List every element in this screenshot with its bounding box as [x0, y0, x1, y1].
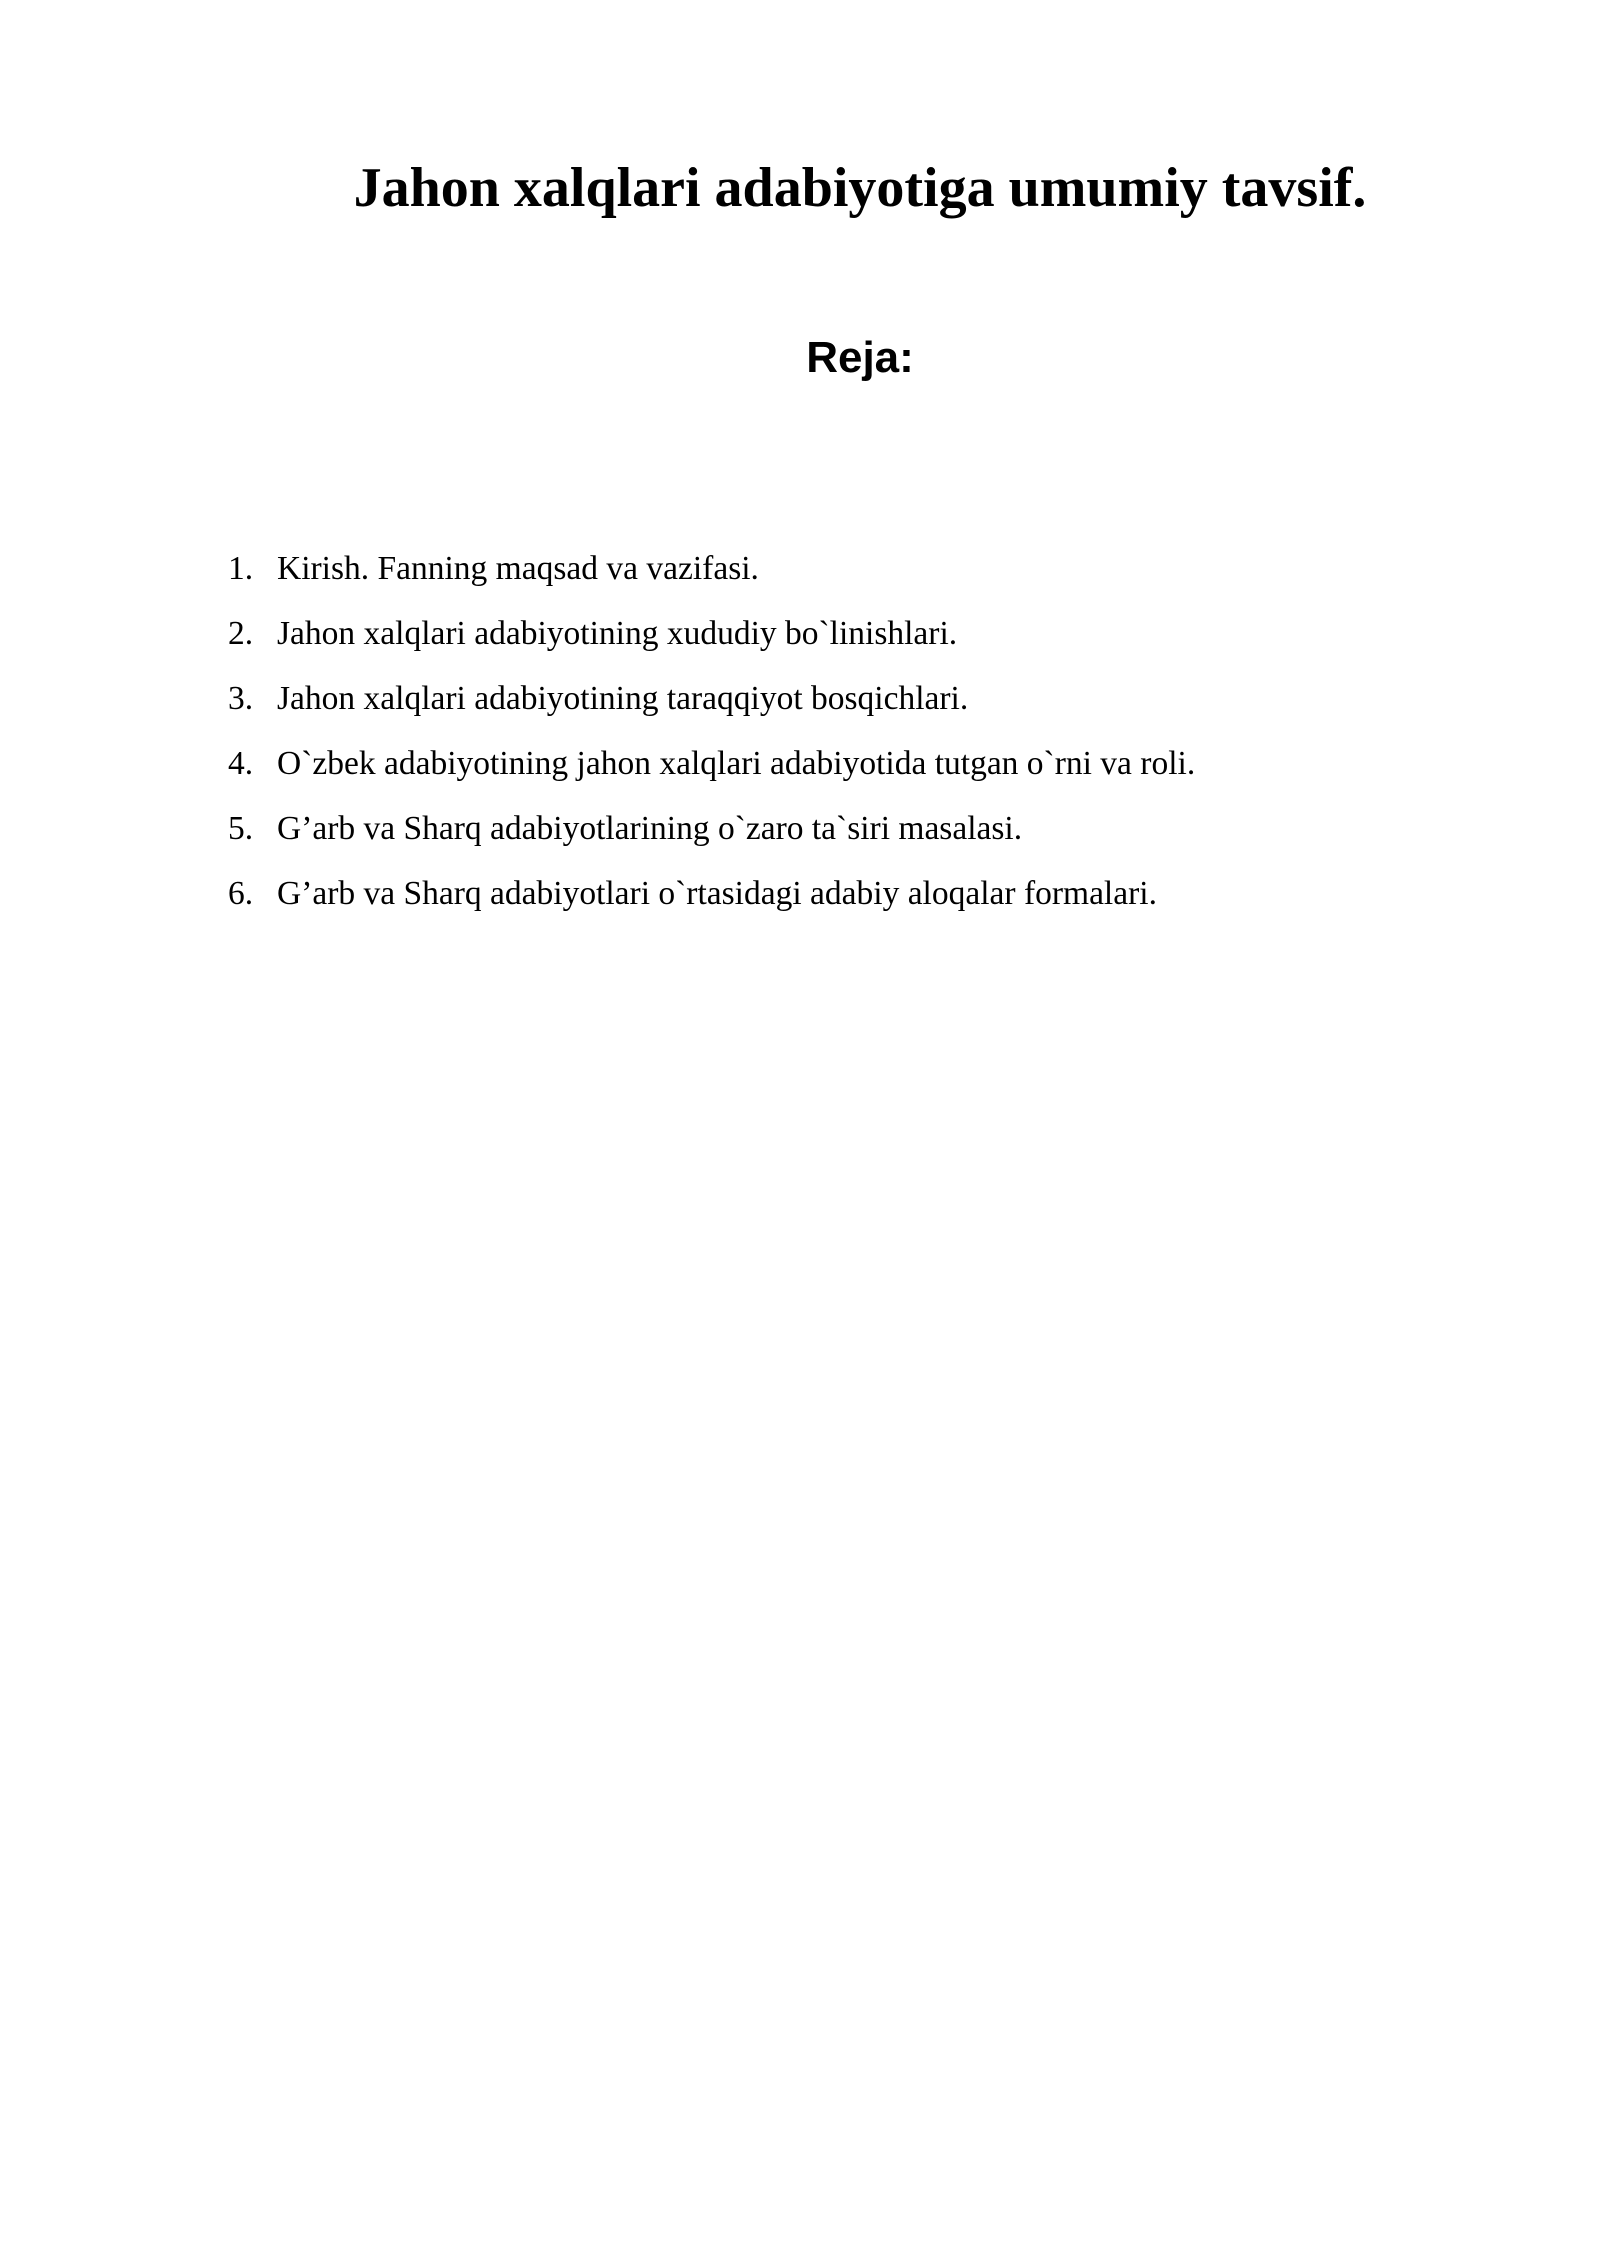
- plan-item-6: [0, 861, 1600, 926]
- plan-item-text: O`zbek adabiyotining jahon xalqlari adabiyotida tutgan o`rni va roli.: [277, 745, 1196, 782]
- plan-item-3: [0, 666, 1600, 731]
- plan-item-text: Jahon xalqlari adabiyotining taraqqiyot bosqichlari.: [277, 680, 969, 717]
- plan-item-4: [0, 731, 1600, 796]
- plan-item-number: 1.: [228, 550, 254, 587]
- page-title: Jahon xalqlari adabiyotiga umumiy tavsif.: [353, 157, 1367, 219]
- plan-item-number: 4.: [228, 745, 254, 782]
- plan-item-2: [0, 601, 1600, 666]
- plan-item-number: 6.: [228, 875, 254, 912]
- plan-heading: Reja:: [806, 333, 914, 382]
- plan-item-number: 5.: [228, 810, 254, 847]
- plan-item-number: 3.: [228, 680, 254, 717]
- plan-item-text: Jahon xalqlari adabiyotining xududiy bo`linishlari.: [277, 615, 958, 652]
- plan-list: [0, 536, 1600, 926]
- plan-item-text: G’arb va Sharq adabiyotlari o`rtasidagi adabiy aloqalar formalari.: [277, 875, 1157, 912]
- plan-item-text: G’arb va Sharq adabiyotlarining o`zaro ta`siri masalasi.: [277, 810, 1023, 847]
- plan-item-text: Kirish. Fanning maqsad va vazifasi.: [277, 550, 759, 587]
- plan-item-5: [0, 796, 1600, 861]
- plan-item-1: [0, 536, 1600, 601]
- plan-item-number: 2.: [228, 615, 254, 652]
